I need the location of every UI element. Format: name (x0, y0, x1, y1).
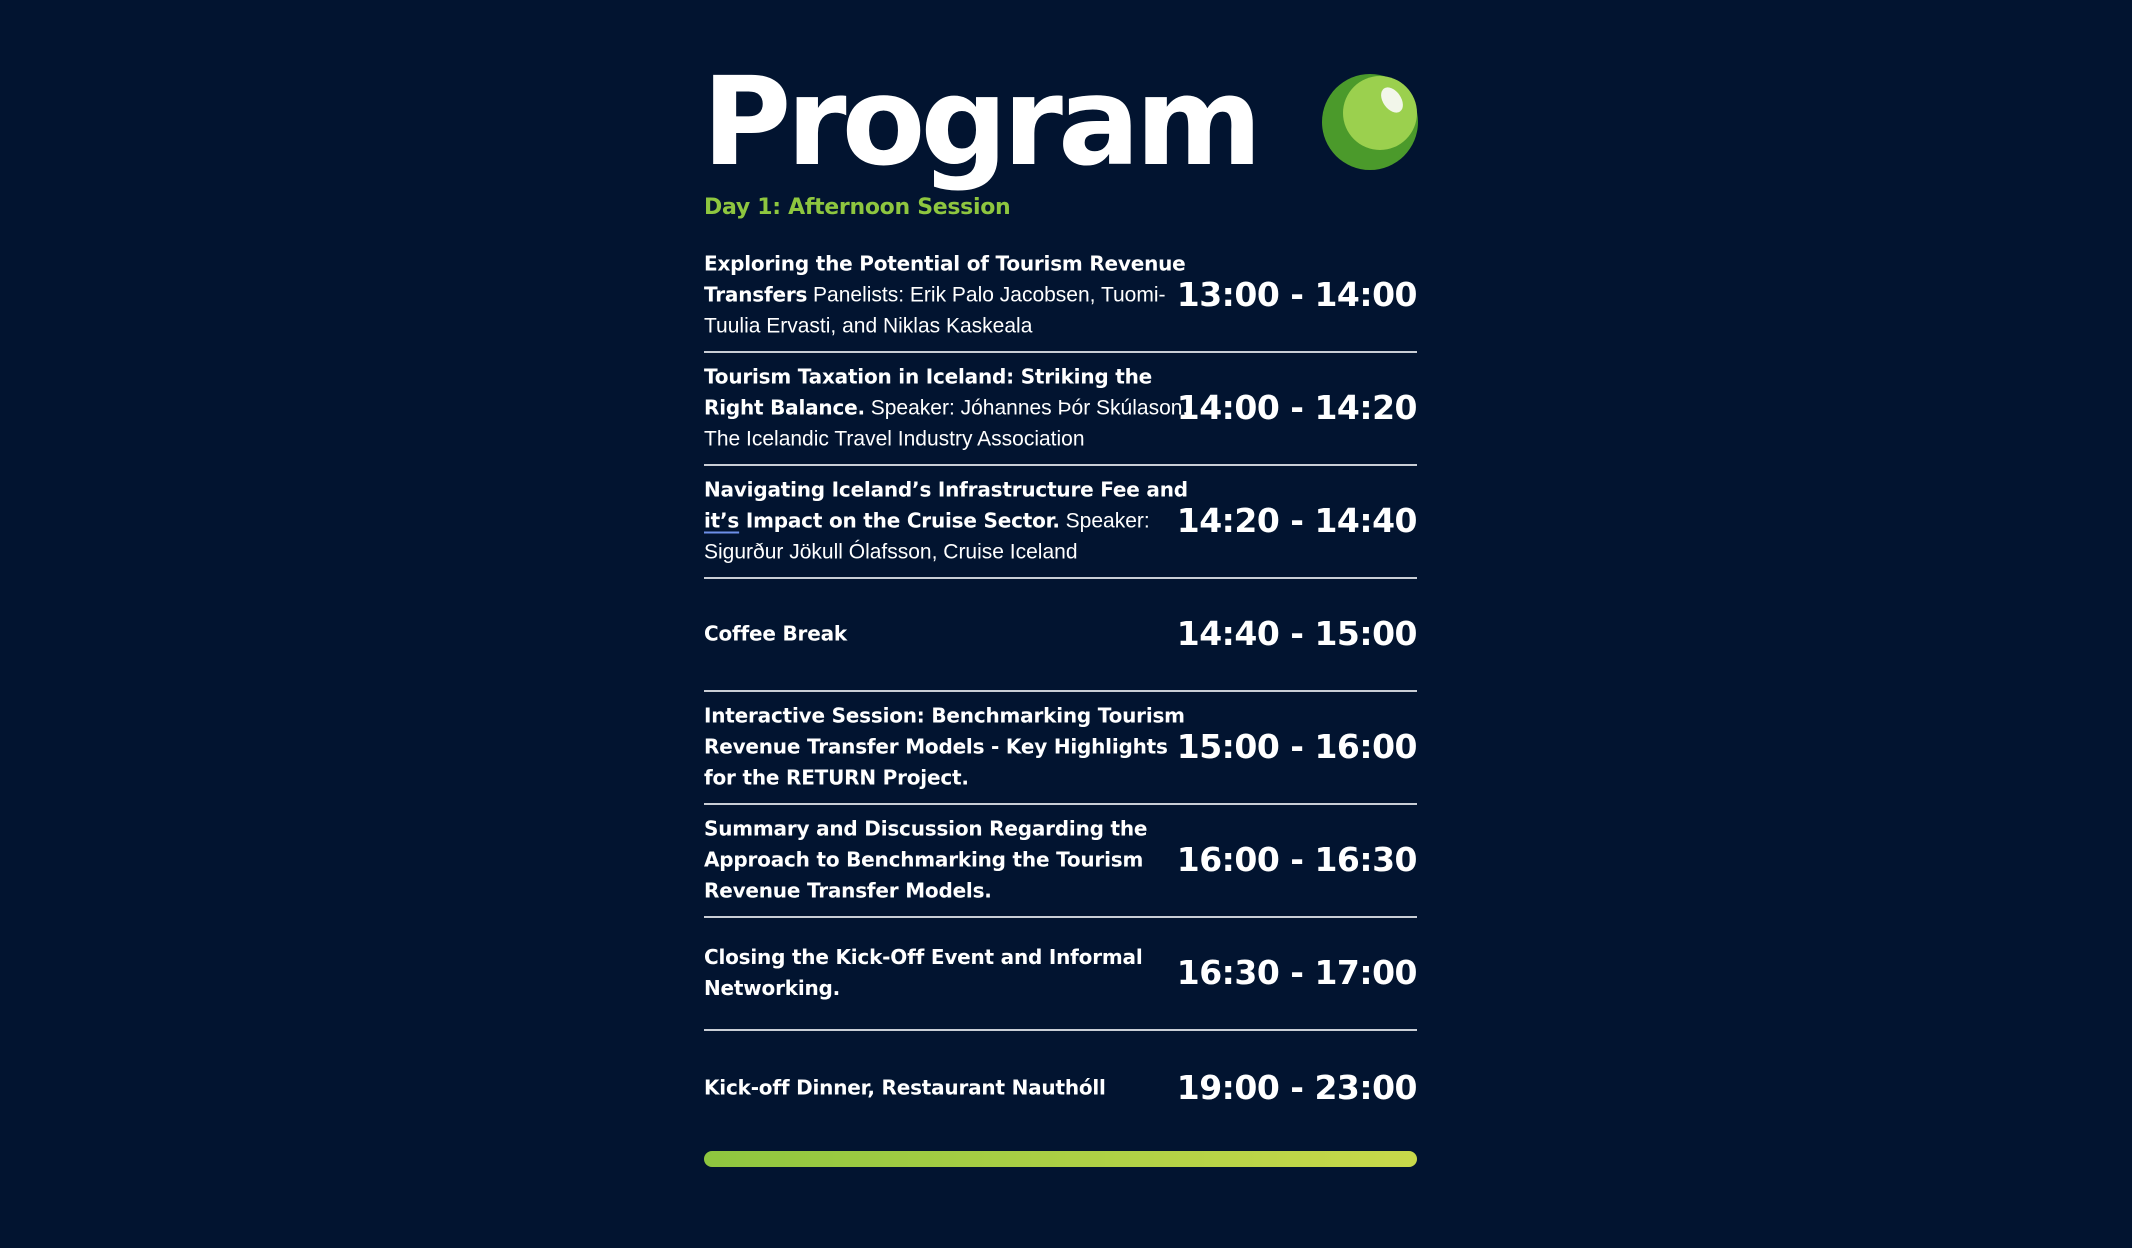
page-title: Program (702, 51, 1258, 193)
session-title: Coffee Break (704, 621, 847, 645)
program-slide (704, 0, 1417, 1248)
session-time: 16:30 - 17:00 (1176, 952, 1417, 992)
session-description (704, 1072, 1204, 1103)
schedule-row (704, 577, 1417, 692)
session-detail: Speaker: Sigurður Jökull Ólafsson, Cruise Iceland (704, 509, 1150, 563)
session-description (704, 474, 1204, 567)
schedule-row (704, 351, 1417, 466)
schedule-row (704, 803, 1417, 918)
session-title: Interactive Session: Benchmarking Tourism Revenue Transfer Models - Key Highlights for the RETURN Project. (704, 703, 1185, 789)
session-time: 13:00 - 14:00 (1176, 274, 1417, 314)
schedule-row (704, 690, 1417, 805)
session-description (704, 813, 1204, 906)
session-time: 14:20 - 14:40 (1176, 500, 1417, 540)
session-title: Tourism Taxation in Iceland: Striking the Right Balance. (704, 364, 1153, 419)
session-detail: Speaker: Jóhannes Þór Skúlason, The Icelandic Travel Industry Association (704, 396, 1189, 450)
session-title: Kick-off Dinner, Restaurant Nauthóll (704, 1075, 1106, 1099)
session-description (704, 618, 1204, 649)
session-description (704, 248, 1204, 341)
session-title: Closing the Kick-Off Event and Informal Networking. (704, 944, 1143, 1000)
session-time: 16:00 - 16:30 (1176, 839, 1417, 879)
session-time: 14:40 - 15:00 (1176, 613, 1417, 653)
session-time: 15:00 - 16:00 (1176, 726, 1417, 766)
session-title-underlined: it’s (704, 508, 740, 532)
session-description (704, 942, 1204, 1004)
accent-bar (704, 1151, 1417, 1167)
session-time: 14:00 - 14:20 (1176, 387, 1417, 427)
green-sphere-icon (1322, 74, 1418, 170)
session-detail: Panelists: Erik Palo Jacobsen, Tuomi-Tuulia Ervasti, and Niklas Kaskeala (704, 283, 1166, 337)
session-description (704, 361, 1204, 454)
session-title-rest: Impact on the Cruise Sector. (739, 508, 1060, 532)
session-title: Exploring the Potential of Tourism Revenue Transfers (704, 251, 1186, 306)
session-title: Navigating Iceland’s Infrastructure Fee and (704, 477, 1188, 501)
session-time: 19:00 - 23:00 (1176, 1067, 1417, 1107)
schedule-row (704, 1031, 1417, 1144)
session-description (704, 700, 1204, 793)
schedule-row (704, 464, 1417, 579)
session-subtitle: Day 1: Afternoon Session (704, 195, 1011, 220)
schedule-row (704, 916, 1417, 1031)
session-title: Summary and Discussion Regarding the Approach to Benchmarking the Tourism Revenue Transfer Models. (704, 816, 1148, 902)
schedule-row (704, 238, 1417, 353)
